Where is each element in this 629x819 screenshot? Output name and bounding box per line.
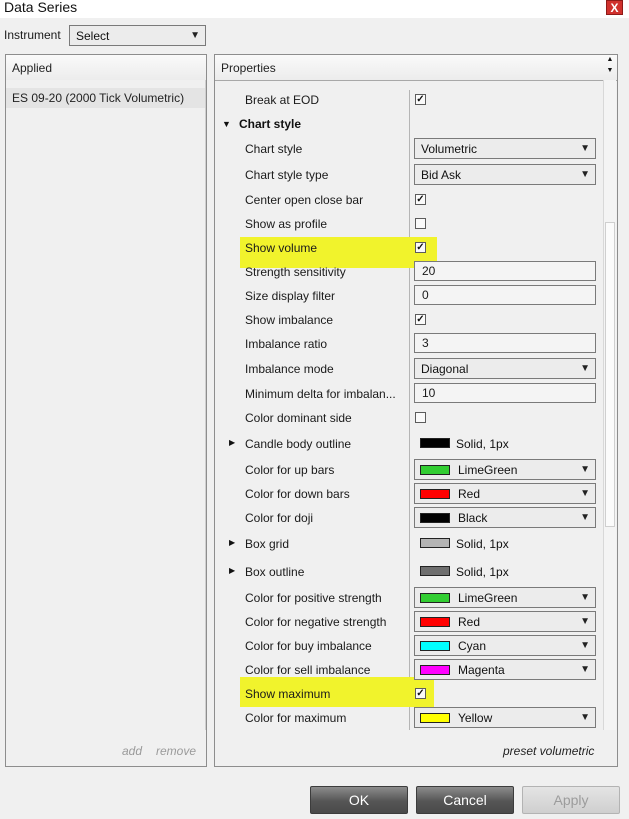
color-dominant-side-checkbox[interactable] bbox=[415, 412, 426, 423]
color-sell-imbalance-value: Magenta bbox=[458, 662, 505, 677]
chart-style-value: Volumetric bbox=[421, 141, 478, 156]
color-maximum-label: Color for maximum bbox=[245, 711, 347, 725]
color-up-bars-value: LimeGreen bbox=[458, 462, 518, 477]
center-open-close-bar-label: Center open close bar bbox=[245, 193, 364, 207]
show-maximum-label: Show maximum bbox=[245, 687, 331, 701]
chevron-down-icon: ▼ bbox=[580, 511, 590, 523]
chart-style-type-select[interactable] bbox=[414, 164, 596, 185]
show-volume-label: Show volume bbox=[245, 241, 318, 255]
color-swatch bbox=[420, 538, 450, 548]
center-open-close-bar-checkbox[interactable]: ✓ bbox=[416, 194, 425, 205]
chart-style-type-value: Bid Ask bbox=[421, 167, 462, 182]
color-swatch bbox=[420, 465, 450, 475]
candle-body-outline-value[interactable]: Solid, 1px bbox=[456, 437, 509, 451]
chevron-down-icon: ▼ bbox=[580, 591, 590, 603]
color-swatch bbox=[420, 438, 450, 448]
scroll-up-icon[interactable]: ▲ bbox=[606, 56, 614, 63]
window-title: Data Series bbox=[4, 0, 78, 15]
color-swatch bbox=[420, 566, 450, 576]
color-negative-strength-label: Color for negative strength bbox=[245, 615, 387, 629]
color-positive-strength-value: LimeGreen bbox=[458, 590, 518, 605]
show-volume-checkbox[interactable]: ✓ bbox=[416, 242, 425, 253]
imbalance-mode-label: Imbalance mode bbox=[245, 362, 334, 376]
chart-style-label: Chart style bbox=[245, 142, 303, 156]
color-down-bars-select[interactable] bbox=[414, 483, 596, 504]
color-maximum-select[interactable] bbox=[414, 707, 596, 728]
color-doji-select[interactable] bbox=[414, 507, 596, 528]
expand-triangle-icon[interactable]: ▶ bbox=[229, 438, 236, 447]
color-up-bars-label: Color for up bars bbox=[245, 463, 335, 477]
break-at-eod-label: Break at EOD bbox=[245, 93, 320, 107]
add-link[interactable]: add bbox=[122, 744, 143, 758]
instrument-select[interactable] bbox=[69, 25, 206, 46]
break-at-eod-checkbox[interactable]: ✓ bbox=[416, 94, 425, 105]
box-outline-value[interactable]: Solid, 1px bbox=[456, 565, 509, 579]
chevron-down-icon: ▼ bbox=[580, 463, 590, 475]
show-imbalance-label: Show imbalance bbox=[245, 313, 334, 327]
size-display-filter-input[interactable]: 0 bbox=[414, 285, 596, 305]
color-doji-value: Black bbox=[458, 510, 488, 525]
strength-sensitivity-input[interactable]: 20 bbox=[414, 261, 596, 281]
remove-link[interactable]: remove bbox=[156, 744, 197, 758]
imbalance-ratio-label: Imbalance ratio bbox=[245, 337, 328, 351]
box-outline-label: Box outline bbox=[245, 565, 305, 579]
color-down-bars-label: Color for down bars bbox=[245, 487, 350, 501]
color-swatch bbox=[420, 513, 450, 523]
color-dominant-side-label: Color dominant side bbox=[245, 411, 352, 425]
close-icon[interactable]: X bbox=[606, 0, 623, 15]
chart-style-select[interactable] bbox=[414, 138, 596, 159]
color-buy-imbalance-select[interactable] bbox=[414, 635, 596, 656]
apply-button[interactable]: Apply bbox=[522, 786, 620, 814]
color-swatch bbox=[420, 641, 450, 651]
show-maximum-checkbox[interactable]: ✓ bbox=[416, 688, 425, 699]
chevron-down-icon: ▼ bbox=[580, 142, 590, 154]
strength-sensitivity-label: Strength sensitivity bbox=[245, 265, 346, 279]
imbalance-mode-select[interactable] bbox=[414, 358, 596, 379]
show-as-profile-checkbox[interactable] bbox=[415, 218, 426, 229]
chevron-down-icon: ▼ bbox=[580, 639, 590, 651]
chevron-down-icon: ▼ bbox=[190, 29, 200, 41]
color-positive-strength-select[interactable] bbox=[414, 587, 596, 608]
color-buy-imbalance-value: Cyan bbox=[458, 638, 487, 653]
show-imbalance-checkbox[interactable]: ✓ bbox=[416, 314, 425, 325]
chevron-down-icon: ▼ bbox=[580, 615, 590, 627]
chevron-down-icon: ▼ bbox=[580, 487, 590, 499]
applied-item[interactable]: ES 09-20 (2000 Tick Volumetric) bbox=[6, 88, 205, 108]
instrument-label: Instrument bbox=[4, 28, 61, 42]
applied-header: Applied bbox=[6, 55, 206, 81]
box-grid-label: Box grid bbox=[245, 537, 290, 551]
properties-scrollbar[interactable] bbox=[603, 80, 616, 730]
chevron-down-icon: ▼ bbox=[580, 711, 590, 723]
cancel-button[interactable]: Cancel bbox=[416, 786, 514, 814]
candle-body-outline-label: Candle body outline bbox=[245, 437, 352, 451]
chart-style-section-label: Chart style bbox=[239, 117, 302, 131]
show-as-profile-label: Show as profile bbox=[245, 217, 328, 231]
chart-style-type-label: Chart style type bbox=[245, 168, 329, 182]
scroll-down-icon[interactable]: ▼ bbox=[606, 67, 614, 74]
title-bar bbox=[0, 0, 629, 18]
color-positive-strength-label: Color for positive strength bbox=[245, 591, 382, 605]
min-delta-imbalance-input[interactable]: 10 bbox=[414, 383, 596, 403]
expand-triangle-icon[interactable]: ▶ bbox=[229, 566, 236, 575]
min-delta-imbalance-label: Minimum delta for imbalan... bbox=[245, 387, 396, 401]
color-maximum-value: Yellow bbox=[458, 710, 493, 725]
color-swatch bbox=[420, 593, 450, 603]
color-doji-label: Color for doji bbox=[245, 511, 314, 525]
color-up-bars-select[interactable] bbox=[414, 459, 596, 480]
instrument-select-value: Select bbox=[76, 28, 110, 43]
applied-list bbox=[6, 80, 206, 730]
imbalance-mode-value: Diagonal bbox=[421, 361, 469, 376]
box-grid-value[interactable]: Solid, 1px bbox=[456, 537, 509, 551]
color-negative-strength-select[interactable] bbox=[414, 611, 596, 632]
color-negative-strength-value: Red bbox=[458, 614, 481, 629]
color-swatch bbox=[420, 617, 450, 627]
color-swatch bbox=[420, 713, 450, 723]
color-down-bars-value: Red bbox=[458, 486, 481, 501]
color-swatch bbox=[420, 665, 450, 675]
preset-volumetric-link[interactable]: preset volumetric bbox=[503, 744, 595, 758]
ok-button[interactable]: OK bbox=[310, 786, 408, 814]
collapse-triangle-icon[interactable]: ▼ bbox=[222, 119, 231, 129]
chevron-down-icon: ▼ bbox=[580, 663, 590, 675]
scrollbar-thumb[interactable] bbox=[605, 222, 615, 527]
chevron-down-icon: ▼ bbox=[580, 168, 590, 180]
color-swatch bbox=[420, 489, 450, 499]
column-divider[interactable] bbox=[409, 90, 410, 730]
color-buy-imbalance-label: Color for buy imbalance bbox=[245, 639, 372, 653]
chevron-down-icon: ▼ bbox=[580, 362, 590, 374]
color-sell-imbalance-label: Color for sell imbalance bbox=[245, 663, 371, 677]
imbalance-ratio-input[interactable]: 3 bbox=[414, 333, 596, 353]
properties-header: Properties bbox=[215, 55, 617, 81]
expand-triangle-icon[interactable]: ▶ bbox=[229, 538, 236, 547]
size-display-filter-label: Size display filter bbox=[245, 289, 336, 303]
color-sell-imbalance-select[interactable] bbox=[414, 659, 596, 680]
